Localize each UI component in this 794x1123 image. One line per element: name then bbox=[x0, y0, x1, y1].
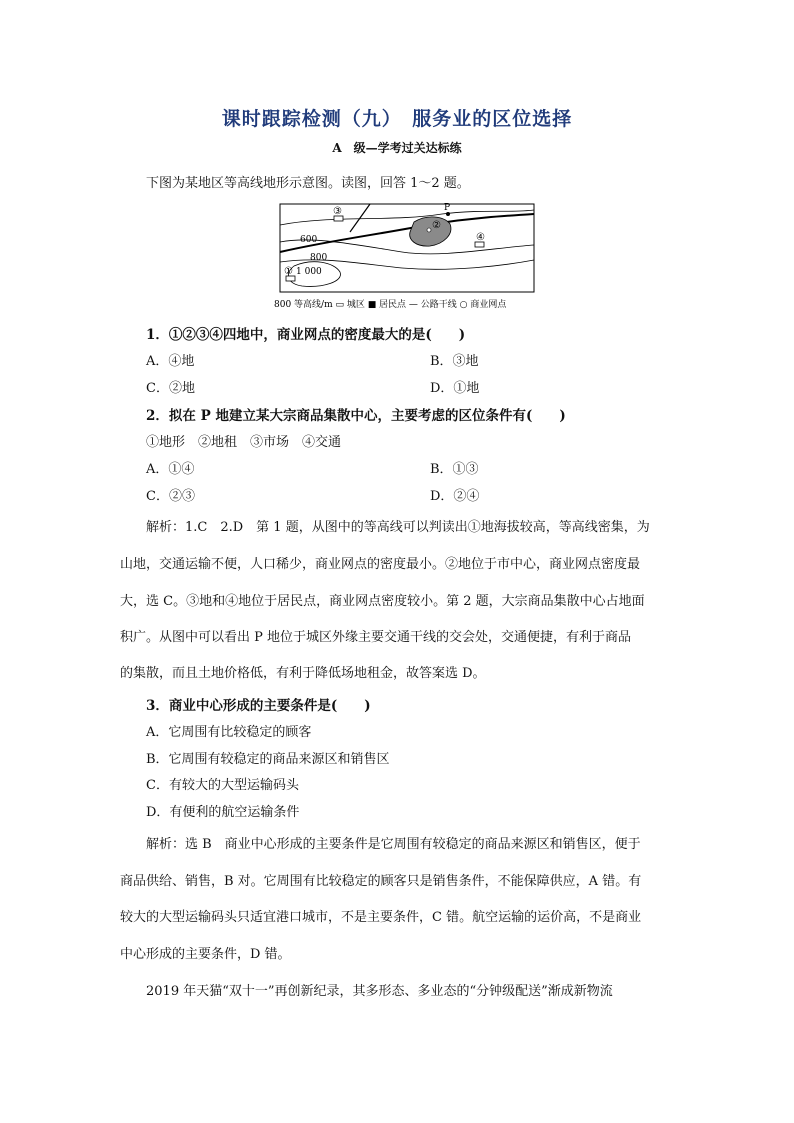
contour-label-600: 600 bbox=[300, 235, 318, 245]
analysis2-line: 解析：选 B 商业中心形成的主要条件是它周围有较稳定的商品来源区和销售区，便于 bbox=[146, 837, 641, 852]
contour-map-figure bbox=[272, 200, 542, 312]
q3-option-a: A．它周围有比较稳定的顾客 bbox=[146, 725, 312, 740]
q2-items: ①地形 ②地租 ③市场 ④交通 bbox=[146, 435, 342, 450]
q2-stem: 2．拟在 P 地建立某大宗商品集散中心，主要考虑的区位条件有( ) bbox=[146, 408, 566, 424]
contour-600 bbox=[280, 240, 534, 254]
q3-option-d: D．有便利的航空运输条件 bbox=[146, 805, 300, 820]
site-label-3: ③ bbox=[333, 206, 342, 217]
analysis1-line: 的集散，而且土地价格低，有利于降低场地租金，故答案选 D。 bbox=[120, 666, 486, 681]
site-label-p: P bbox=[444, 203, 451, 213]
analysis1-line: 大，选 C。③地和④地位于居民点，商业网点密度较小。第 2 题，大宗商品集散中心占地面 bbox=[120, 594, 645, 609]
q2-option-c: C．②③ bbox=[146, 489, 195, 504]
contour-label-800: 800 bbox=[310, 253, 328, 263]
analysis1-line: 山地，交通运输不便，人口稀少，商业网点的密度最小。②地位于市中心，商业网点密度最 bbox=[120, 557, 641, 572]
site-label-2: ② bbox=[432, 220, 441, 231]
q2-option-b: B．①③ bbox=[430, 462, 479, 477]
q1-option-c: C．②地 bbox=[146, 381, 195, 396]
analysis2-line: 商品供给、销售，B 对。它周围有比较稳定的顾客只是销售条件，不能保障供应，A 错。有 bbox=[120, 874, 642, 889]
contour-label-1000: 1 000 bbox=[296, 267, 322, 277]
q2-option-d: D．②④ bbox=[430, 489, 480, 504]
passage-line: 2019 年天猫“双十一”再创新纪录，其多形态、多业态的“分钟级配送”渐成新物流 bbox=[146, 984, 613, 999]
analysis1-line: 解析：1.C 2.D 第 1 题，从图中的等高线可以判读出①地海拔较高，等高线密集，为 bbox=[146, 520, 650, 535]
site-label-1: ① bbox=[284, 266, 293, 277]
q1-option-d: D．①地 bbox=[430, 381, 480, 396]
main-road bbox=[280, 214, 534, 252]
analysis2-line: 中心形成的主要条件，D 错。 bbox=[120, 947, 291, 962]
q2-option-a: A．①④ bbox=[146, 462, 195, 477]
q1-option-b: B．③地 bbox=[430, 354, 479, 369]
site-label-4: ④ bbox=[476, 232, 485, 243]
q1-stem: 1．①②③④四地中，商业网点的密度最大的是( ) bbox=[146, 327, 466, 343]
q1-option-a: A．④地 bbox=[146, 354, 195, 369]
q3-option-c: C．有较大的大型运输码头 bbox=[146, 778, 299, 793]
analysis1-line: 积广。从图中可以看出 P 地位于城区外缘主要交通干线的交会处，交通便捷，有利于商品 bbox=[120, 630, 632, 645]
section-subtitle: A 级—学考过关达标练 bbox=[332, 141, 462, 155]
q3-stem: 3．商业中心形成的主要条件是( ) bbox=[146, 698, 371, 714]
map-legend: 800 等高线/m ▭ 城区 ■ 居民点 — 公路干线 ○ 商业网点 bbox=[274, 300, 507, 310]
q3-option-b: B．它周围有较稳定的商品来源区和销售区 bbox=[146, 752, 390, 767]
analysis2-line: 较大的大型运输码头只适宜港口城市，不是主要条件，C 错。航空运输的运价高，不是商业 bbox=[120, 910, 642, 925]
page-title: 课时跟踪检测（九） 服务业的区位选择 bbox=[221, 108, 573, 130]
commercial-point-icon bbox=[427, 228, 431, 232]
branch-road bbox=[350, 204, 370, 232]
intro-text: 下图为某地区等高线地形示意图。读图，回答 1～2 题。 bbox=[146, 176, 470, 191]
